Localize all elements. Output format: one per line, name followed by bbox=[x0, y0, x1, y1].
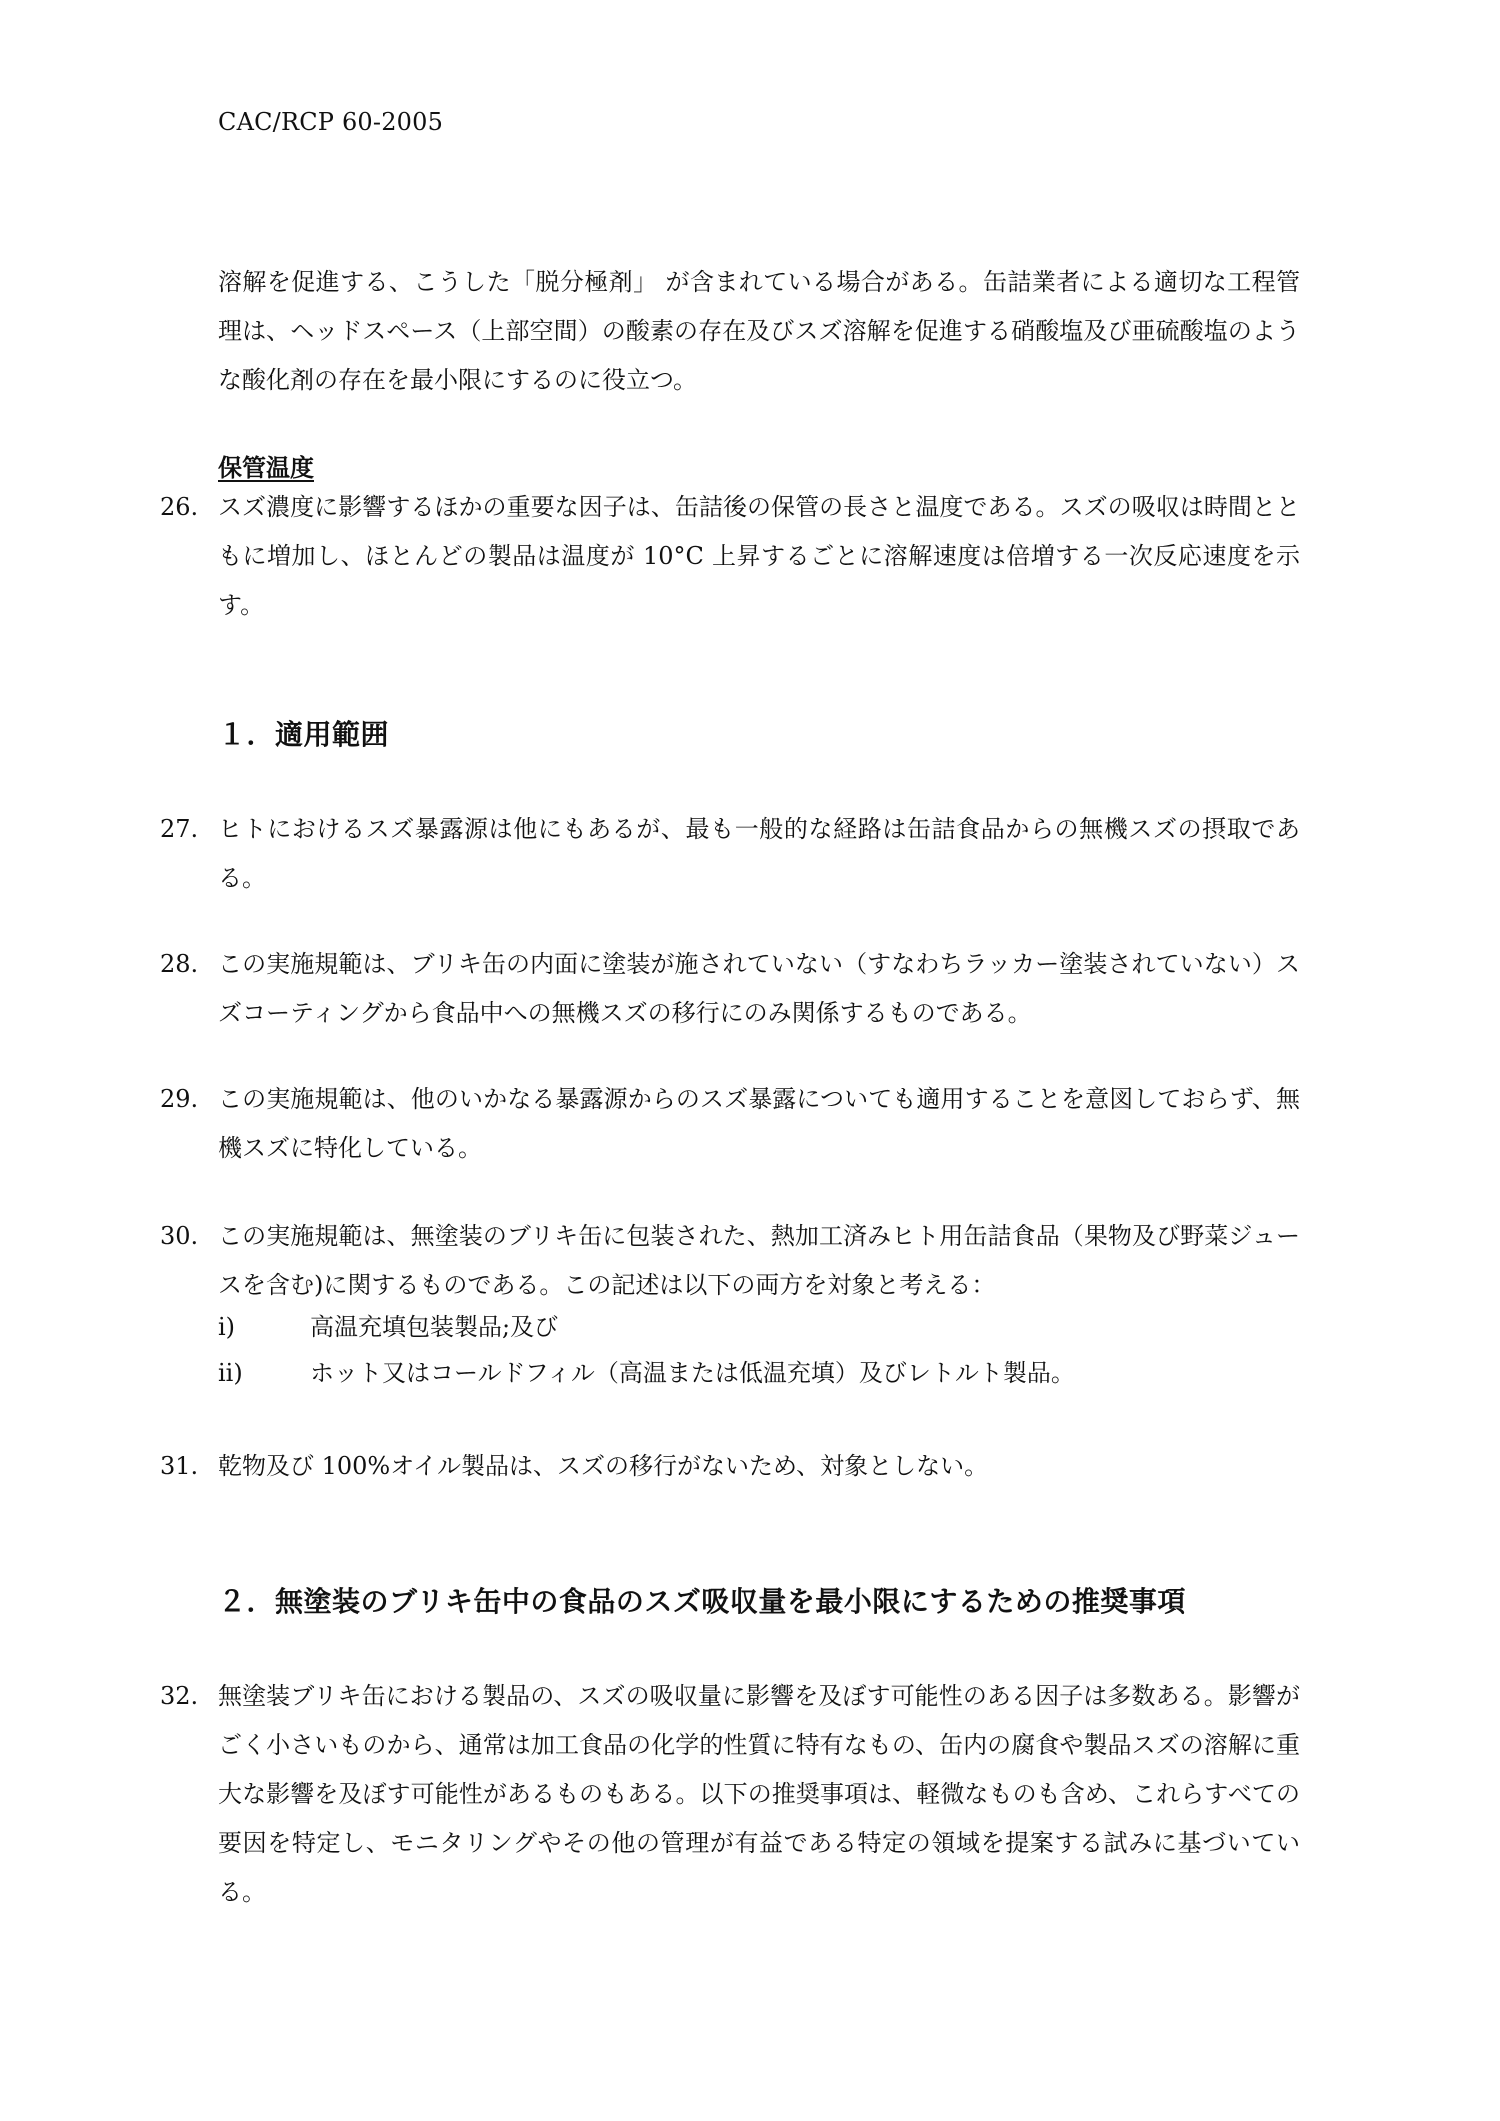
paragraph-26 bbox=[160, 483, 1300, 630]
paragraph-number: 28. bbox=[160, 950, 199, 978]
section-heading-scope: １．適用範囲 bbox=[218, 718, 390, 751]
list-marker: i) bbox=[218, 1313, 236, 1341]
paragraph-text: この実施規範は、無塗装のブリキ缶に包装された、熱加工済みヒト用缶詰食品（果物及び野菜ジュースを含む)に関するものである。この記述は以下の両方を対象と考える： bbox=[218, 1222, 1300, 1299]
paragraph-number: 31. bbox=[160, 1452, 199, 1480]
intro-paragraph: 溶解を促進する、こうした「脱分極剤」 が含まれている場合がある。缶詰業者による適切な工程管理は、ヘッドスペース（上部空間）の酸素の存在及びスズ溶解を促進する硝酸塩及び亜硫酸塩のような酸化剤の存在を最小限にするのに役立つ。 bbox=[218, 268, 1300, 394]
paragraph-number: 32. bbox=[160, 1682, 199, 1710]
list-marker: ii) bbox=[218, 1359, 243, 1387]
paragraph-27 bbox=[160, 805, 1300, 903]
paragraph-text: スズ濃度に影響するほかの重要な因子は、缶詰後の保管の長さと温度である。スズの吸収は時間とともに増加し、ほとんどの製品は温度が 10°C 上昇するごとに溶解速度は倍増する一次反応速度を示す。 bbox=[218, 493, 1300, 619]
list-item-text: 高温充填包装製品;及び bbox=[310, 1313, 559, 1341]
paragraph-text: 乾物及び 100%オイル製品は、スズの移行がないため、対象としない。 bbox=[218, 1452, 989, 1480]
paragraph-text: この実施規範は、他のいかなる暴露源からのスズ暴露についても適用することを意図しておらず、無機スズに特化している。 bbox=[218, 1085, 1300, 1162]
storage-temperature-heading: 保管温度 bbox=[218, 453, 314, 482]
paragraph-number: 29. bbox=[160, 1085, 199, 1113]
paragraph-text: この実施規範は、ブリキ缶の内面に塗装が施されていない（すなわちラッカー塗装されていない）スズコーティングから食品中への無機スズの移行にのみ関係するものである。 bbox=[218, 950, 1300, 1027]
paragraph-number: 26. bbox=[160, 493, 199, 521]
paragraph-text: ヒトにおけるスズ暴露源は他にもあるが、最も一般的な経路は缶詰食品からの無機スズの摂取である。 bbox=[218, 815, 1300, 892]
paragraph-number: 30. bbox=[160, 1222, 199, 1250]
paragraph-30 bbox=[160, 1212, 1300, 1310]
paragraph-31 bbox=[160, 1442, 1300, 1491]
paragraph-number: 27. bbox=[160, 815, 199, 843]
paragraph-32 bbox=[160, 1672, 1300, 1917]
paragraph-28 bbox=[160, 940, 1300, 1038]
sub-item-i bbox=[218, 1303, 558, 1352]
list-item-text: ホット又はコールドフィル（高温または低温充填）及びレトルト製品。 bbox=[310, 1359, 1075, 1387]
document-code: CAC/RCP 60-2005 bbox=[218, 108, 444, 136]
section-heading-recommendations: ２．無塗装のブリキ缶中の食品のスズ吸収量を最小限にするための推奨事項 bbox=[218, 1585, 1186, 1618]
paragraph-29 bbox=[160, 1075, 1300, 1173]
sub-item-ii bbox=[218, 1349, 1075, 1398]
paragraph-text: 無塗装ブリキ缶における製品の、スズの吸収量に影響を及ぼす可能性のある因子は多数ある。影響がごく小さいものから、通常は加工食品の化学的性質に特有なもの、缶内の腐食や製品スズの溶解に重大な影響を及ぼす可能性があるものもある。以下の推奨事項は、軽微なものも含め、これらすべての要因を特定し、モニタリングやその他の管理が有益である特定の領域を提案する試みに基づいている。 bbox=[218, 1682, 1300, 1906]
